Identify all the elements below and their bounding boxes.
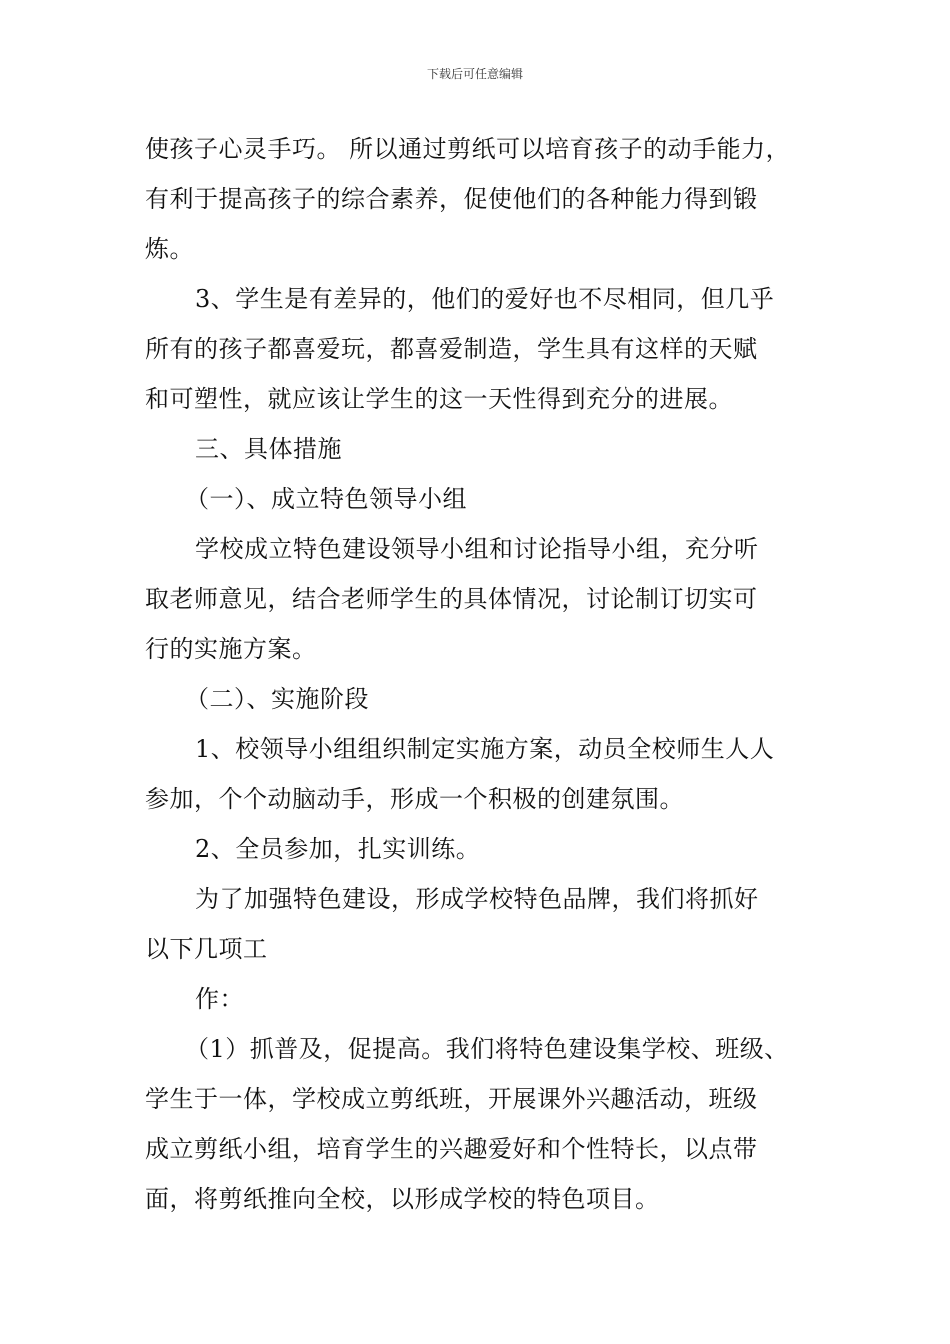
text-line: 使孩子心灵手巧。 所以通过剪纸可以培育孩子的动手能力， xyxy=(145,135,791,163)
text-line: 学校成立特色建设领导小组和讨论指导小组，充分听 xyxy=(195,535,759,563)
page-header: 下载后可任意编辑 xyxy=(426,67,523,81)
text-line: 所有的孩子都喜爱玩，都喜爱制造，学生具有这样的天赋 xyxy=(145,335,758,363)
text-line: 学生于一体，学校成立剪纸班，开展课外兴趣活动，班级 xyxy=(145,1085,758,1113)
text-line: 2、全员参加，扎实训练。 xyxy=(195,835,481,863)
text-line: 作： xyxy=(195,985,244,1013)
document-body xyxy=(145,124,825,1224)
text-line: 有利于提高孩子的综合素养，促使他们的各种能力得到锻 xyxy=(145,185,758,213)
subsection-heading: （一）、成立特色领导小组 xyxy=(185,485,467,513)
text-line: 和可塑性，就应该让学生的这一天性得到充分的进展。 xyxy=(145,385,733,413)
subsection-heading: （二）、实施阶段 xyxy=(185,685,369,713)
text-line: 1、校领导小组组织制定实施方案，动员全校师生人人 xyxy=(195,735,775,763)
text-line: 以下几项工 xyxy=(145,935,268,963)
text-line: 炼。 xyxy=(145,235,194,263)
text-line: 3、学生是有差异的，他们的爱好也不尽相同，但几乎 xyxy=(195,285,775,313)
text-line: 参加，个个动脑动手，形成一个积极的创建氛围。 xyxy=(145,785,684,813)
text-line: 为了加强特色建设，形成学校特色品牌，我们将抓好 xyxy=(195,885,759,913)
text-line: 取老师意见，结合老师学生的具体情况，讨论制订切实可 xyxy=(145,585,758,613)
text-line: （1）抓普及，促提高。我们将特色建设集学校、班级、 xyxy=(185,1035,789,1063)
section-heading: 三、具体措施 xyxy=(195,435,342,463)
text-line: 面，将剪纸推向全校，以形成学校的特色项目。 xyxy=(145,1185,660,1213)
text-line: 行的实施方案。 xyxy=(145,635,317,663)
text-line: 成立剪纸小组，培育学生的兴趣爱好和个性特长，以点带 xyxy=(145,1135,758,1163)
